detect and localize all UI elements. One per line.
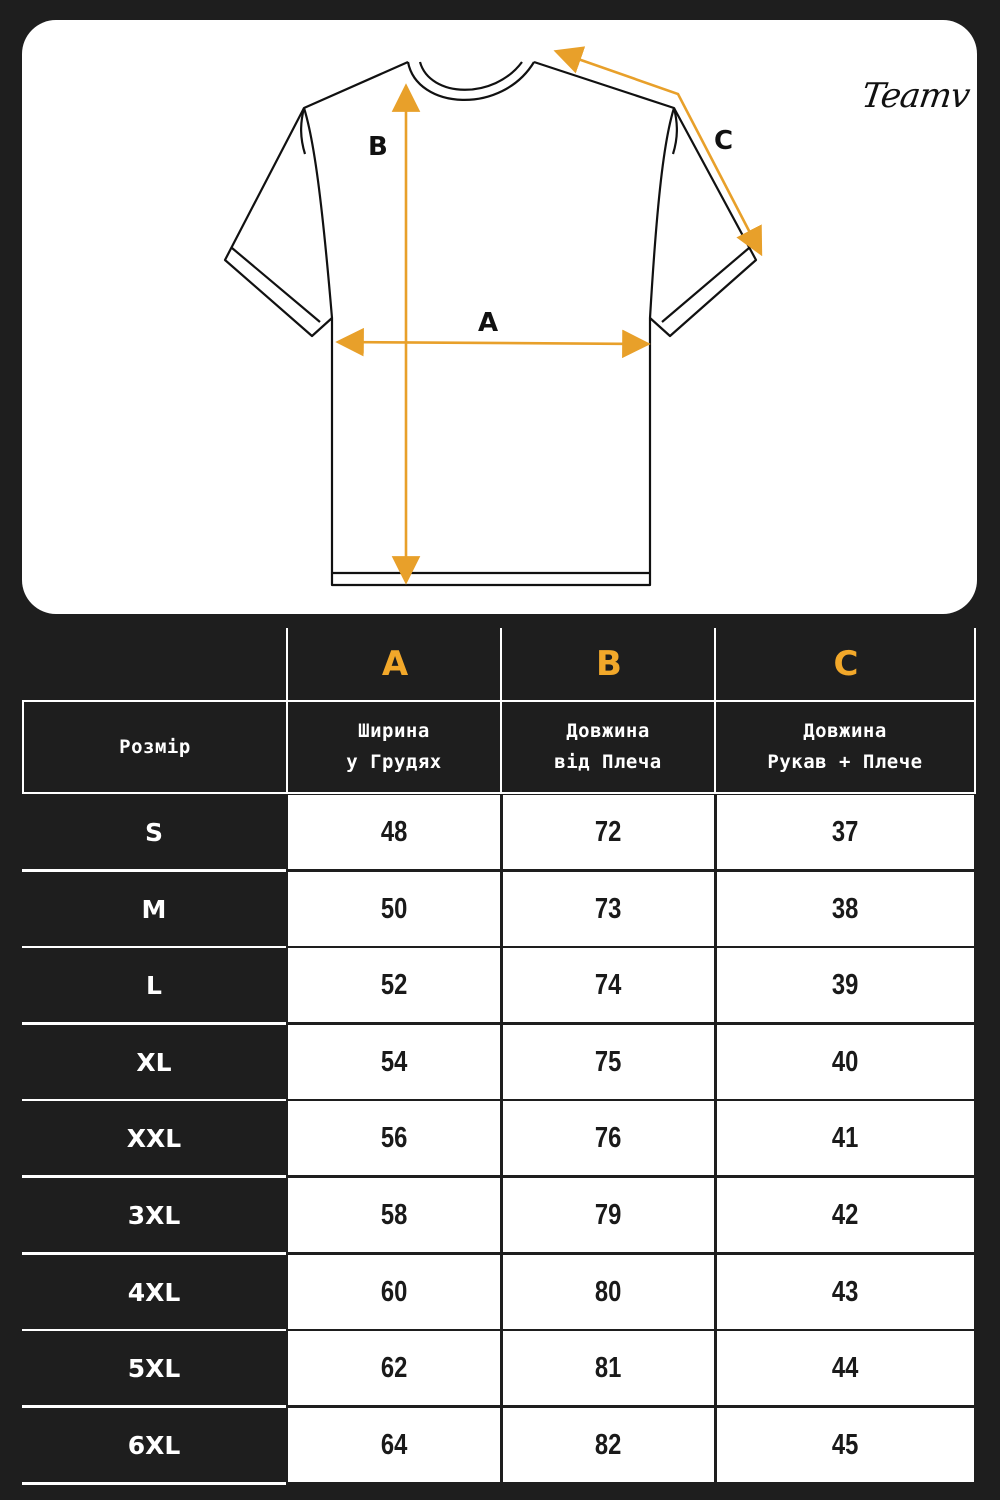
column-header-c: Довжина Рукав + Плече bbox=[714, 700, 976, 794]
size-label: M bbox=[22, 872, 286, 949]
measurement-value: 75 bbox=[594, 1045, 622, 1078]
measurement-value: 42 bbox=[831, 1198, 859, 1231]
measurement-cell-a bbox=[288, 1178, 500, 1255]
measurement-cell-c bbox=[716, 948, 974, 1025]
size-label: 6XL bbox=[22, 1408, 286, 1485]
measurement-value: 43 bbox=[831, 1275, 859, 1308]
size-label: L bbox=[22, 948, 286, 1025]
measurement-cell-b bbox=[502, 1331, 714, 1408]
label-a: A bbox=[478, 308, 499, 338]
column-divider bbox=[714, 795, 717, 1483]
measurement-cell-c bbox=[716, 872, 974, 949]
diagram-card bbox=[22, 20, 977, 614]
size-table bbox=[22, 628, 976, 1483]
measurement-value: 52 bbox=[380, 968, 408, 1001]
measurement-cell-b bbox=[502, 795, 714, 872]
measurement-cell-c bbox=[716, 1255, 974, 1332]
measurement-cell-c bbox=[716, 1331, 974, 1408]
measurement-value: 76 bbox=[594, 1121, 622, 1154]
column-header-a: Ширина у Грудях bbox=[286, 700, 502, 794]
measurement-cell-c bbox=[716, 795, 974, 872]
measurement-value: 44 bbox=[831, 1351, 859, 1384]
measurement-value: 41 bbox=[831, 1121, 859, 1154]
letter-divider bbox=[286, 628, 288, 700]
column-header-b: Довжина від Плеча bbox=[500, 700, 716, 794]
tshirt-diagram bbox=[22, 20, 977, 614]
measurement-cell-b bbox=[502, 1101, 714, 1178]
size-label: S bbox=[22, 795, 286, 872]
measurement-cell-a bbox=[288, 872, 500, 949]
measurement-value: 39 bbox=[831, 968, 859, 1001]
measurement-cell-b bbox=[502, 1408, 714, 1485]
measurement-value: 73 bbox=[594, 892, 622, 925]
measurement-cell-a bbox=[288, 948, 500, 1025]
measurement-value: 81 bbox=[594, 1351, 622, 1384]
measurement-value: 38 bbox=[831, 892, 859, 925]
column-divider bbox=[500, 795, 503, 1483]
measurement-cell-b bbox=[502, 872, 714, 949]
measurement-cell-a bbox=[288, 1025, 500, 1102]
measurement-cell-b bbox=[502, 1025, 714, 1102]
label-c: C bbox=[714, 126, 734, 156]
dimension-arrows bbox=[340, 52, 760, 580]
measurement-value: 80 bbox=[594, 1275, 622, 1308]
measurement-cell-c bbox=[716, 1025, 974, 1102]
size-label: 4XL bbox=[22, 1255, 286, 1332]
measurement-value: 56 bbox=[380, 1121, 408, 1154]
measurement-value: 37 bbox=[831, 815, 859, 848]
measurement-cell-c bbox=[716, 1408, 974, 1485]
brand-logo: Teamv bbox=[859, 76, 972, 116]
letter-divider bbox=[500, 628, 502, 700]
column-letter-c: C bbox=[833, 644, 859, 684]
measurement-cell-c bbox=[716, 1101, 974, 1178]
measurement-value: 40 bbox=[831, 1045, 859, 1078]
measurement-cell-b bbox=[502, 1255, 714, 1332]
measurement-value: 45 bbox=[831, 1428, 859, 1461]
column-letter-b: B bbox=[596, 644, 622, 684]
size-label: 5XL bbox=[22, 1331, 286, 1408]
measurement-value: 48 bbox=[380, 815, 408, 848]
measurement-value: 50 bbox=[380, 892, 408, 925]
measurement-value: 74 bbox=[594, 968, 622, 1001]
measurement-cell-a bbox=[288, 1331, 500, 1408]
label-b: B bbox=[368, 132, 388, 162]
measurement-value: 79 bbox=[594, 1198, 622, 1231]
size-column-header: Розмір bbox=[22, 700, 288, 794]
measurement-cell-b bbox=[502, 1178, 714, 1255]
measurement-cell-a bbox=[288, 1408, 500, 1485]
size-label: 3XL bbox=[22, 1178, 286, 1255]
column-letter-a: A bbox=[381, 644, 409, 684]
measurement-value: 58 bbox=[380, 1198, 408, 1231]
size-label: XXL bbox=[22, 1101, 286, 1178]
arrow-a bbox=[340, 342, 646, 344]
measurement-cell-a bbox=[288, 1255, 500, 1332]
measurement-cell-a bbox=[288, 795, 500, 872]
measurement-cell-b bbox=[502, 948, 714, 1025]
measurement-value: 62 bbox=[380, 1351, 408, 1384]
measurement-cell-a bbox=[288, 1101, 500, 1178]
measurement-value: 82 bbox=[594, 1428, 622, 1461]
letter-divider bbox=[714, 628, 716, 700]
measurement-value: 64 bbox=[380, 1428, 408, 1461]
measurement-value: 60 bbox=[380, 1275, 408, 1308]
measurement-value: 72 bbox=[594, 815, 622, 848]
measurement-value: 54 bbox=[380, 1045, 408, 1078]
size-label: XL bbox=[22, 1025, 286, 1102]
letter-divider bbox=[974, 628, 976, 700]
measurement-cell-c bbox=[716, 1178, 974, 1255]
